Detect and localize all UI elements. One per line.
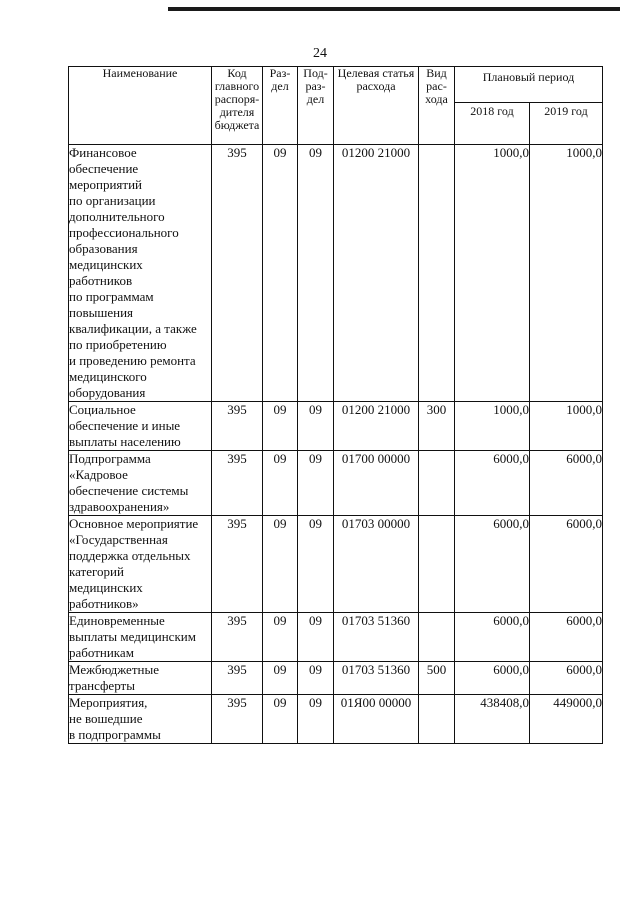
row-name <box>69 145 212 402</box>
row-code: 395 <box>212 516 263 613</box>
table-row <box>69 451 603 516</box>
row-target: 01200 21000 <box>334 402 419 451</box>
row-code: 395 <box>212 613 263 662</box>
row-name <box>69 662 212 695</box>
row-name-line: оборудования <box>69 385 146 400</box>
header-line: дел <box>271 79 289 93</box>
header-line: Под- <box>303 66 328 80</box>
row-subsection: 09 <box>298 695 334 744</box>
row-value-2018: 6000,0 <box>455 662 530 695</box>
row-name-line: не вошедшие <box>69 711 143 726</box>
row-value-2019: 6000,0 <box>530 613 603 662</box>
row-section: 09 <box>263 613 298 662</box>
table-row <box>69 613 603 662</box>
header-line: расхода <box>356 79 396 93</box>
header-year-2018: 2018 год <box>455 103 530 145</box>
row-code: 395 <box>212 695 263 744</box>
budget-table <box>68 66 603 744</box>
top-rule <box>168 7 620 11</box>
header-target <box>334 67 419 145</box>
table-row <box>69 695 603 744</box>
row-section: 09 <box>263 516 298 613</box>
row-name-line: здравоохранения» <box>69 499 170 514</box>
row-name-line: Мероприятия, <box>69 695 148 710</box>
table-row <box>69 516 603 613</box>
header-line: главного <box>214 79 260 93</box>
header-plan-period: Плановый период <box>455 67 603 103</box>
row-name-line: Финансовое <box>69 145 137 160</box>
row-name <box>69 402 212 451</box>
row-target: 01703 00000 <box>334 516 419 613</box>
row-name-line: поддержка отдельных <box>69 548 191 563</box>
row-target: 01Я00 00000 <box>334 695 419 744</box>
header-section <box>263 67 298 145</box>
row-name-line: квалификации, а также <box>69 321 197 336</box>
row-name-line: дополнительного <box>69 209 165 224</box>
row-type <box>419 145 455 402</box>
row-type: 300 <box>419 402 455 451</box>
header-line: Раз- <box>269 66 291 80</box>
row-type <box>419 695 455 744</box>
row-value-2018: 1000,0 <box>455 145 530 402</box>
row-type: 500 <box>419 662 455 695</box>
row-type <box>419 613 455 662</box>
row-name-line: обеспечение системы <box>69 483 189 498</box>
row-code: 395 <box>212 451 263 516</box>
row-name <box>69 695 212 744</box>
row-name-line: повышения <box>69 305 134 320</box>
row-name-line: выплаты населению <box>69 434 181 449</box>
table-row <box>69 402 603 451</box>
row-name-line: и проведению ремонта <box>69 353 196 368</box>
row-code: 395 <box>212 402 263 451</box>
row-name-line: профессионального <box>69 225 179 240</box>
header-line: Вид <box>426 66 447 80</box>
row-section: 09 <box>263 451 298 516</box>
header-line: дел <box>306 92 325 106</box>
row-name-line: мероприятий <box>69 177 142 192</box>
table-row <box>69 145 603 402</box>
row-name-line: Межбюджетные <box>69 662 159 677</box>
row-subsection: 09 <box>298 516 334 613</box>
row-value-2019: 1000,0 <box>530 402 603 451</box>
row-value-2018: 438408,0 <box>455 695 530 744</box>
row-code: 395 <box>212 662 263 695</box>
row-name-line: выплаты медицинским <box>69 629 196 644</box>
row-name-line: Единовременные <box>69 613 165 628</box>
row-name-line: «Государственная <box>69 532 168 547</box>
header-code <box>212 67 263 145</box>
row-value-2019: 449000,0 <box>530 695 603 744</box>
row-name-line: медицинских <box>69 580 143 595</box>
row-code: 395 <box>212 145 263 402</box>
row-type <box>419 451 455 516</box>
page-number: 24 <box>313 46 327 61</box>
header-line: хода <box>425 92 448 106</box>
header-line: рас- <box>426 79 447 93</box>
row-name-line: работникам <box>69 645 134 660</box>
row-value-2018: 6000,0 <box>455 613 530 662</box>
row-target: 01700 00000 <box>334 451 419 516</box>
header-line: раз- <box>305 79 326 93</box>
row-type <box>419 516 455 613</box>
row-target: 01200 21000 <box>334 145 419 402</box>
row-value-2018: 6000,0 <box>455 516 530 613</box>
row-name <box>69 451 212 516</box>
row-subsection: 09 <box>298 402 334 451</box>
row-name-line: категорий <box>69 564 124 579</box>
row-value-2018: 1000,0 <box>455 402 530 451</box>
row-target: 01703 51360 <box>334 613 419 662</box>
row-value-2018: 6000,0 <box>455 451 530 516</box>
table-row <box>69 662 603 695</box>
row-name-line: работников» <box>69 596 139 611</box>
header-year-2019: 2019 год <box>530 103 603 145</box>
row-name-line: медицинских <box>69 257 143 272</box>
row-target: 01703 51360 <box>334 662 419 695</box>
header-line: Целевая статья <box>337 66 415 80</box>
row-section: 09 <box>263 662 298 695</box>
row-section: 09 <box>263 145 298 402</box>
table-body <box>69 145 603 744</box>
row-section: 09 <box>263 695 298 744</box>
header-line: распоря- <box>214 92 260 106</box>
row-value-2019: 6000,0 <box>530 451 603 516</box>
row-name-line: обеспечение и иные <box>69 418 181 433</box>
row-name-line: Социальное <box>69 402 136 417</box>
row-name <box>69 516 212 613</box>
header-subsection <box>298 67 334 145</box>
row-name-line: Основное мероприятие <box>69 516 199 531</box>
row-subsection: 09 <box>298 145 334 402</box>
table-header <box>69 67 603 145</box>
row-name-line: «Кадровое <box>69 467 128 482</box>
row-name-line: по организации <box>69 193 156 208</box>
header-line: бюджета <box>214 118 260 132</box>
row-name-line: Подпрограмма <box>69 451 151 466</box>
row-value-2019: 6000,0 <box>530 662 603 695</box>
row-name-line: трансферты <box>69 678 135 693</box>
row-section: 09 <box>263 402 298 451</box>
row-name-line: в подпрограммы <box>69 727 161 742</box>
header-type <box>419 67 455 145</box>
row-name-line: обеспечение <box>69 161 139 176</box>
row-name-line: по программам <box>69 289 154 304</box>
row-value-2019: 1000,0 <box>530 145 603 402</box>
row-name-line: по приобретению <box>69 337 167 352</box>
row-subsection: 09 <box>298 613 334 662</box>
row-subsection: 09 <box>298 662 334 695</box>
row-subsection: 09 <box>298 451 334 516</box>
row-name-line: работников <box>69 273 133 288</box>
header-line: дителя <box>219 105 255 119</box>
header-line: Код <box>227 66 247 80</box>
row-name-line: медицинского <box>69 369 147 384</box>
row-name <box>69 613 212 662</box>
row-name-line: образования <box>69 241 138 256</box>
row-value-2019: 6000,0 <box>530 516 603 613</box>
header-name: Наименование <box>69 67 212 145</box>
